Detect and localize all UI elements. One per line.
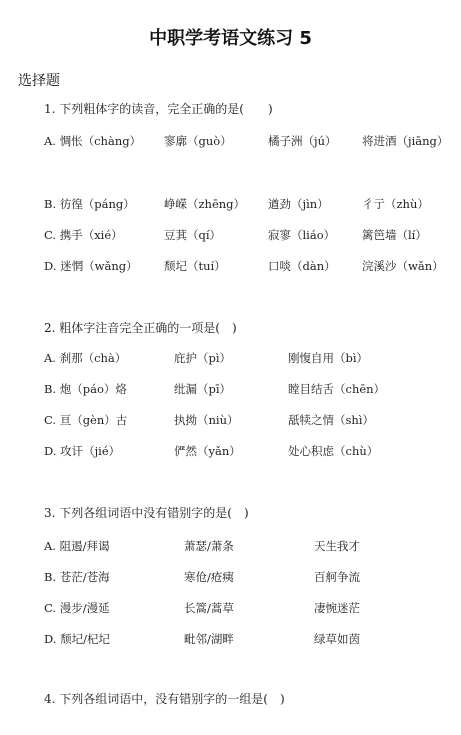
option-item: 舐犊之情（shì） bbox=[288, 413, 374, 427]
option-item: A. 阻遏/拜谒 bbox=[44, 539, 110, 553]
question-1-option-d bbox=[44, 258, 454, 274]
option-item: 橘子洲（jú） bbox=[268, 134, 337, 148]
question-4-stem: 4. 下列各组词语中，没有错别字的一组是( ) bbox=[44, 692, 285, 706]
question-2-option-d bbox=[44, 443, 454, 459]
question-3-option-a bbox=[44, 538, 454, 554]
option-item: 萧瑟/萧条 bbox=[184, 539, 234, 553]
question-2-option-a bbox=[44, 350, 454, 366]
option-item: 毗邻/湖畔 bbox=[184, 632, 234, 646]
option-item: B. 彷徨（páng） bbox=[44, 197, 135, 211]
option-item: 彳亍（zhù） bbox=[362, 197, 429, 211]
question-3-option-c bbox=[44, 600, 454, 616]
question-1-option-b bbox=[44, 196, 454, 212]
option-item: 绿草如茵 bbox=[314, 632, 360, 646]
option-item: C. 亘（gèn）古 bbox=[44, 413, 128, 427]
option-item: 处心积虑（chù） bbox=[288, 444, 379, 458]
question-1-option-c bbox=[44, 227, 454, 243]
question-2-stem: 2. 粗体字注音完全正确的一项是( ) bbox=[44, 321, 237, 335]
option-item: D. 颓圮/杞圮 bbox=[44, 632, 110, 646]
option-item: 长篙/蒿草 bbox=[184, 601, 234, 615]
question-1-option-a bbox=[44, 133, 454, 149]
option-item: 纰漏（pī） bbox=[174, 382, 232, 396]
question-3-stem: 3. 下列各组词语中没有错别字的是( ) bbox=[44, 506, 249, 520]
option-item: 将进酒（jiāng） bbox=[362, 134, 449, 148]
option-item: 颓圮（tuí） bbox=[164, 259, 226, 273]
option-item: 豆萁（qí） bbox=[164, 228, 222, 242]
option-item: 遒劲（jìn） bbox=[268, 197, 329, 211]
question-1-stem: 1. 下列粗体字的读音，完全正确的是( ) bbox=[44, 102, 273, 116]
question-2-option-b bbox=[44, 381, 454, 397]
option-item: 篱笆墙（lí） bbox=[362, 228, 427, 242]
question-2-option-c bbox=[44, 412, 454, 428]
option-item: 寒伧/疮痍 bbox=[184, 570, 234, 584]
question-3-option-b bbox=[44, 569, 454, 585]
option-item: 执拗（niù） bbox=[174, 413, 239, 427]
option-item: B. 苍茫/苍海 bbox=[44, 570, 110, 584]
option-item: A. 刹那（chà） bbox=[44, 351, 127, 365]
option-item: 天生我才 bbox=[314, 539, 360, 553]
option-item: 庇护（pì） bbox=[174, 351, 232, 365]
option-item: 百舸争流 bbox=[314, 570, 360, 584]
option-item: A. 惆怅（chàng） bbox=[44, 134, 142, 148]
page-title: 中职学考语文练习 5 bbox=[149, 28, 312, 49]
option-item: 寥廓（guò） bbox=[164, 134, 232, 148]
option-item: D. 迷惘（wǎng） bbox=[44, 259, 138, 273]
option-item: 刚愎自用（bì） bbox=[288, 351, 369, 365]
option-item: 浣溪沙（wǎn） bbox=[362, 259, 444, 273]
option-item: 凄惋迷茫 bbox=[314, 601, 360, 615]
option-item: 口啖（dàn） bbox=[268, 259, 336, 273]
question-3-option-d bbox=[44, 631, 454, 647]
option-item: B. 炮（páo）烙 bbox=[44, 382, 127, 396]
option-item: 寂寥（liáo） bbox=[268, 228, 336, 242]
option-item: 峥嵘（zhēng） bbox=[164, 197, 246, 211]
section-heading: 选择题 bbox=[18, 73, 60, 89]
option-item: 瞠目结舌（chēn） bbox=[288, 382, 386, 396]
option-item: 俨然（yǎn） bbox=[174, 444, 241, 458]
option-item: D. 攻讦（jié） bbox=[44, 444, 121, 458]
option-item: C. 漫步/漫延 bbox=[44, 601, 110, 615]
option-item: C. 携手（xié） bbox=[44, 228, 123, 242]
